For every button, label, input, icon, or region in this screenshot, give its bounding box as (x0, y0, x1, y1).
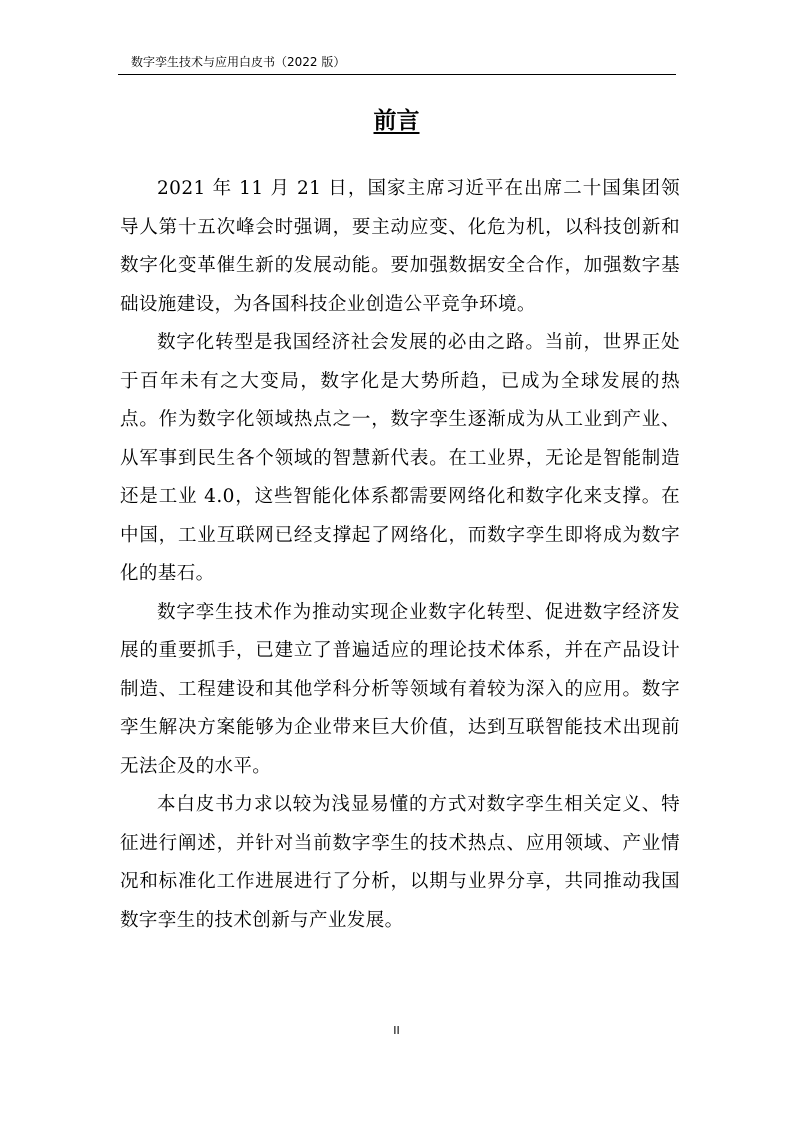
paragraph: 数字化转型是我国经济社会发展的必由之路。当前，世界正处于百年未有之大变局，数字化是大势所趋，已成为全球发展的热点。作为数字化领域热点之一，数字孪生逐渐成为从工业到产业、从军事到民生各个领域的智慧新代表。在工业界，无论是智能制造还是工业 4.0，这些智能化体系都需要网络化和数字化来支撑。在中国，工业互联网已经支撑起了网络化，而数字孪生即将成为数字化的基石。 (120, 332, 680, 584)
paragraph: 本白皮书力求以较为浅显易懂的方式对数字孪生相关定义、特征进行阐述，并针对当前数字孪生的技术热点、应用领域、产业情况和标准化工作进展进行了分析，以期与业界分享，共同推动我国数字孪生的技术创新与产业发展。 (120, 794, 680, 931)
running-title: 数字孪生技术与应用白皮书（2022 版） (131, 55, 346, 69)
running-header (118, 52, 676, 75)
paragraph: 数字孪生技术作为推动实现企业数字化转型、促进数字经济发展的重要抓手，已建立了普遍适应的理论技术体系，并在产品设计制造、工程建设和其他学科分析等领域有着较为深入的应用。数字孪生解决方案能够为企业带来巨大价值，达到互联智能技术出现前无法企及的水平。 (120, 601, 680, 777)
body-text (120, 170, 680, 940)
paragraph: 2021 年 11 月 21 日，国家主席习近平在出席二十国集团领导人第十五次峰会时强调，要主动应变、化危为机，以科技创新和数字化变革催生新的发展动能。要加强数据安全合作，加强数字基础设施建设，为各国科技企业创造公平竞争环境。 (120, 178, 680, 315)
page-title: 前言 (373, 108, 420, 134)
page-number: II (393, 1024, 400, 1037)
